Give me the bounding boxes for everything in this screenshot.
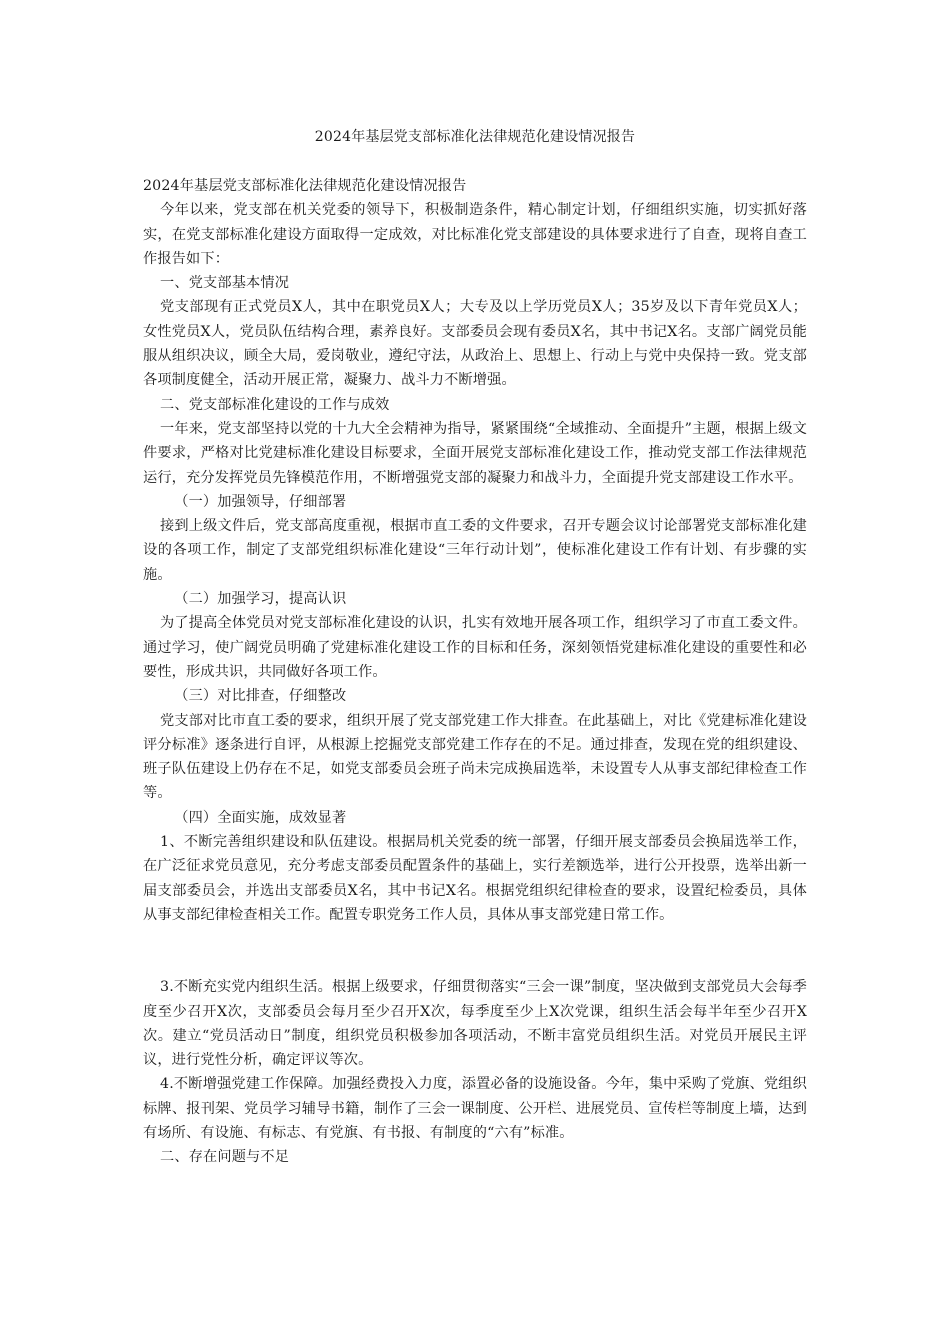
paragraph-item-4: 4.不断增强党建工作保障。加强经费投入力度，添置必备的设施设备。今年，集中采购了党旗、党组织标牌、报刊架、党员学习辅导书籍，制作了三会一课制度、公开栏、进展党员、宣传栏等制度上墙，达到有场所、有设施、有标志、有党旗、有书报、有制度的“六有”标准。 xyxy=(143,1076,807,1141)
paragraph-basic-info: 党支部现有正式党员X人，其中在职党员X人；大专及以上学历党员X人；35岁及以下青年党员X人；女性党员X人，党员队伍结构合理，素养良好。支部委员会现有委员X名，其中书记X名。支部广阔党员能服从组织决议，顾全大局，爱岗敬业，遵纪守法，从政治上、思想上、行动上与党中央保持一致。党支部各项制度健全，活动开展正常，凝聚力、战斗力不断增强。 xyxy=(143,299,807,389)
paragraph-item-3: 3.不断充实党内组织生活。根据上级要求，仔细贯彻落实“三会一课”制度，坚决做到支部党员大会每季度至少召开X次，支部委员会每月至少召开X次，每季度至少上X次党课，组织生活会每半年至少召开X次。建立“党员活动日”制度，组织党员积极参加各项活动，不断丰富党员组织生活。对党员开展民主评议，进行党性分析，确定评议等次。 xyxy=(143,979,807,1069)
paragraph-spacer xyxy=(143,927,807,975)
subheading-inspection: （三）对比排查，仔细整改 xyxy=(174,688,347,705)
document-title: 2024年基层党支部标准化法律规范化建设情况报告 xyxy=(314,129,636,145)
subheading-study: （二）加强学习，提高认识 xyxy=(174,591,347,608)
paragraph-leadership: 接到上级文件后，党支部高度重视，根据市直工委的文件要求，召开专题会议讨论部署党支部标准化建设的各项工作，制定了支部党组织标准化建设“三年行动计划”，使标准化建设工作有计划、有步骤的实施。 xyxy=(143,518,807,583)
section-heading-problems: 二、存在问题与不足 xyxy=(160,1149,290,1166)
paragraph-work-results: 一年来，党支部坚持以党的十九大全会精神为指导，紧紧围绕“全域推动、全面提升”主题，根据上级文件要求，严格对比党建标准化建设目标要求，全面开展党支部标准化建设工作，推动党支部工作法律规范运行，充分发挥党员先锋模范作用，不断增强党支部的凝聚力和战斗力，全面提升党支部建设工作水平。 xyxy=(143,420,807,486)
subheading-implementation: （四）全面实施，成效显著 xyxy=(174,809,347,826)
document-body xyxy=(143,174,807,1170)
section-heading-work-results: 二、党支部标准化建设的工作与成效 xyxy=(160,396,390,413)
paragraph-inspection: 党支部对比市直工委的要求，组织开展了党支部党建工作大排查。在此基础上，对比《党建标准化建设评分标准》逐条进行自评，从根源上挖掘党支部党建工作存在的不足。通过排查，发现在党的组织建设、班子队伍建设上仍存在不足，如党支部委员会班子尚未完成换届选举，未设置专人从事支部纪律检查工作等。 xyxy=(143,712,807,802)
paragraph-item-1: 1、不断完善组织建设和队伍建设。根据局机关党委的统一部署，仔细开展支部委员会换届选举工作，在广泛征求党员意见，充分考虑支部委员配置条件的基础上，实行差额选举，进行公开投票，选举出新一届支部委员会，并选出支部委员X名，其中书记X名。根据党组织纪律检查的要求，设置纪检委员，具体从事支部纪律检查相关工作。配置专职党务工作人员，具体从事支部党建日常工作。 xyxy=(143,834,807,923)
paragraph-study: 为了提高全体党员对党支部标准化建设的认识，扎实有效地开展各项工作，组织学习了市直工委文件。通过学习，使广阔党员明确了党建标准化建设工作的目标和任务，深刻领悟党建标准化建设的重要性和必要性，形成共识，共同做好各项工作。 xyxy=(143,615,807,680)
subheading-leadership: （一）加强领导，仔细部署 xyxy=(174,493,347,510)
paragraph-intro: 今年以来，党支部在机关党委的领导下，积极制造条件，精心制定计划，仔细组织实施，切实抓好落实，在党支部标准化建设方面取得一定成效，对比标准化党支部建设的具体要求进行了自查，现将自查工作报告如下： xyxy=(143,202,807,267)
body-heading: 2024年基层党支部标准化法律规范化建设情况报告 xyxy=(143,178,467,194)
section-heading-basic-info: 一、党支部基本情况 xyxy=(160,275,290,292)
